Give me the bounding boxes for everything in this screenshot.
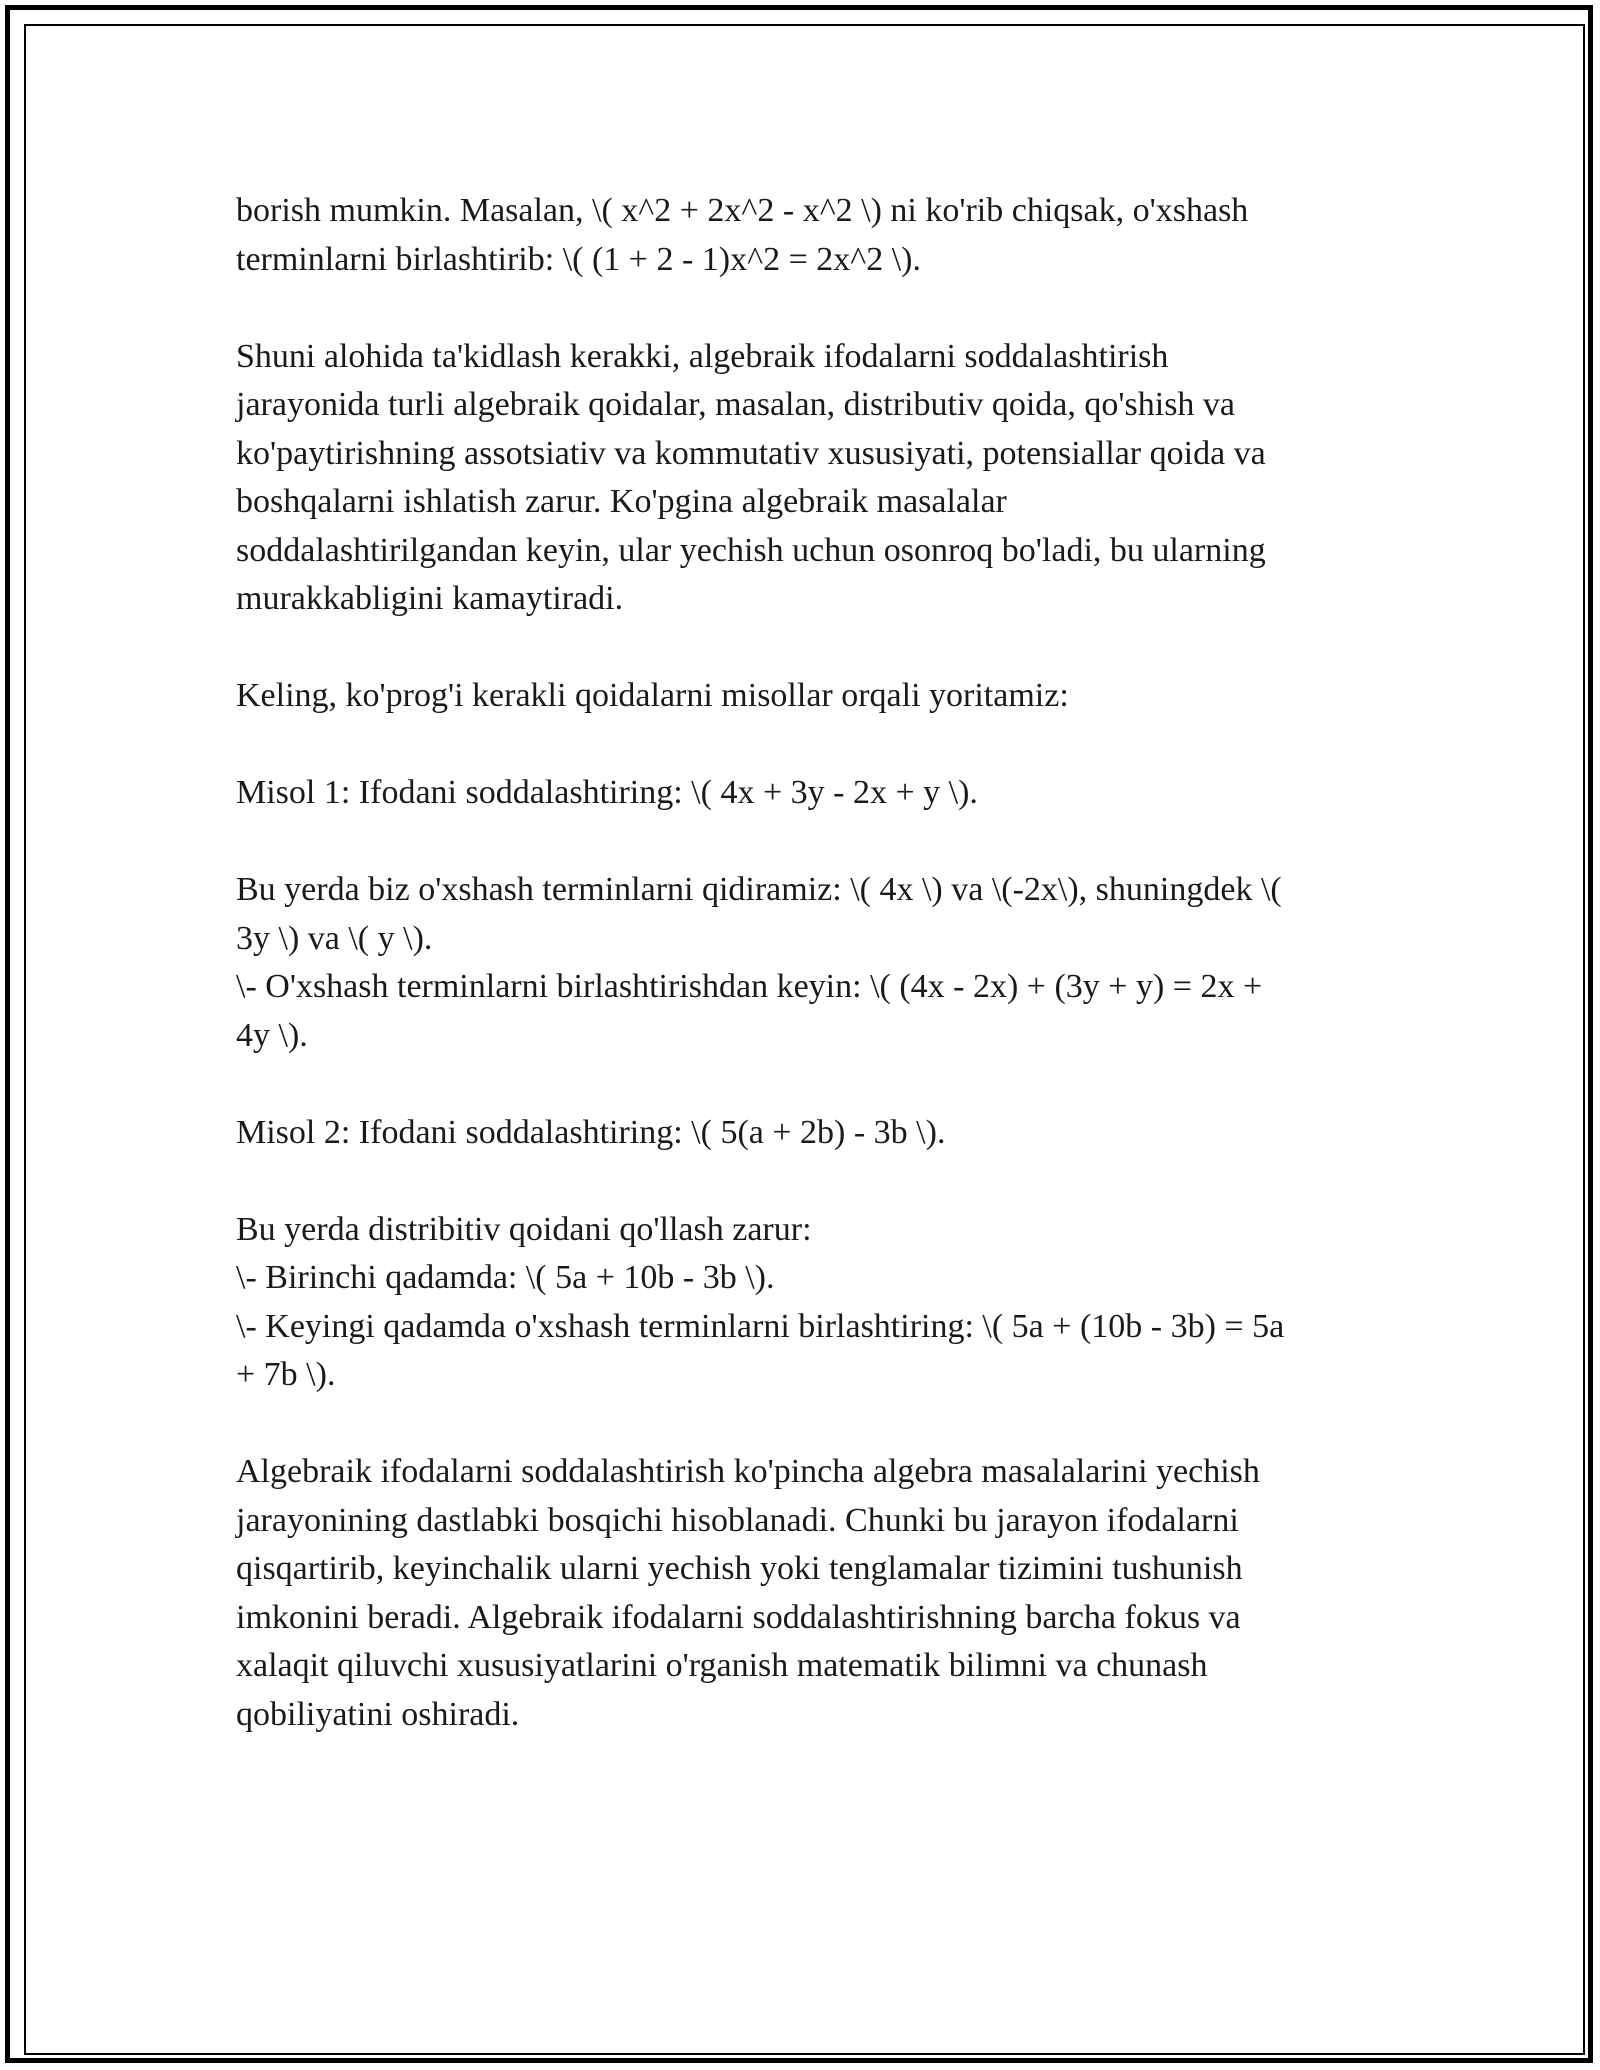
text-line: \- Birinchi qadamda: \( 5a + 10b - 3b \). [236, 1259, 775, 1296]
paragraph-2 [236, 333, 1366, 624]
text-line: \- O'xshash terminlarni birlashtirishdan keyin: \( (4x - 2x) + (3y + y) = 2x + [236, 968, 1263, 1005]
text-line: ko'paytirishning assotsiativ va kommutativ xususiyati, potensiallar qoida va [236, 434, 1266, 472]
text-line: \- Keyingi qadamda o'xshash terminlarni birlashtiring: \( 5a + (10b - 3b) = 5a [236, 1307, 1285, 1345]
text-line: qobiliyatini oshiradi. [236, 1695, 520, 1733]
text-line: xalaqit qiluvchi xususiyatlarini o'rganish matematik bilimni va chunash [236, 1647, 1208, 1684]
paragraph-example-1-solution [236, 866, 1366, 1060]
text-line: boshqalarni ishlatish zarur. Ko'pgina algebraik masalalar [236, 483, 1007, 520]
text-line: soddalashtirilgandan keyin, ular yechish uchun osonroq bo'ladi, bu ularning [236, 531, 1266, 569]
text-line: Bu yerda biz o'xshash terminlarni qidiramiz: \( 4x \) va \(-2x\), shuningdek \( [236, 871, 1282, 908]
paragraph-conclusion [236, 1448, 1366, 1739]
document-body [236, 187, 1366, 1788]
text-line: murakkabligini kamaytiradi. [236, 580, 624, 617]
text-line: jarayonida turli algebraik qoidalar, masalan, distributiv qoida, qo'shish va [236, 386, 1236, 423]
text-line: Misol 2: Ifodani soddalashtiring: \( 5(a + 2b) - 3b \). [236, 1113, 946, 1151]
text-line: 4y \). [236, 1016, 308, 1054]
text-line: jarayonining dastlabki bosqichi hisoblanadi. Chunki bu jarayon ifodalarni [236, 1501, 1239, 1539]
paragraph-example-1-title [236, 769, 1366, 818]
text-line: imkonini beradi. Algebraik ifodalarni soddalashtirishning barcha fokus va [236, 1598, 1241, 1636]
text-line: borish mumkin. Masalan, \( x^2 + 2x^2 - x^2 \) ni ko'rib chiqsak, o'xshash [236, 192, 1249, 229]
text-line: Algebraik ifodalarni soddalashtirish ko'pincha algebra masalalarini yechish [236, 1453, 1260, 1490]
text-line: terminlarni birlashtirib: \( (1 + 2 - 1)x^2 = 2x^2 \). [236, 240, 921, 278]
paragraph-1 [236, 187, 1366, 284]
paragraph-example-2-title [236, 1109, 1366, 1158]
text-line: qisqartirib, keyinchalik ularni yechish yoki tenglamalar tizimini tushunish [236, 1550, 1243, 1587]
text-line: Misol 1: Ifodani soddalashtiring: \( 4x + 3y - 2x + y \). [236, 774, 978, 811]
text-line: Bu yerda distribitiv qoidani qo'llash zarur: [236, 1210, 812, 1248]
paragraph-example-2-solution [236, 1206, 1366, 1400]
text-line: Shuni alohida ta'kidlash kerakki, algebraik ifodalarni soddalashtirish [236, 337, 1169, 375]
text-line: 3y \) va \( y \). [236, 919, 433, 957]
text-line: + 7b \). [236, 1356, 336, 1393]
paragraph-3 [236, 672, 1366, 721]
text-line: Keling, ko'prog'i kerakli qoidalarni misollar orqali yoritamiz: [236, 677, 1069, 714]
